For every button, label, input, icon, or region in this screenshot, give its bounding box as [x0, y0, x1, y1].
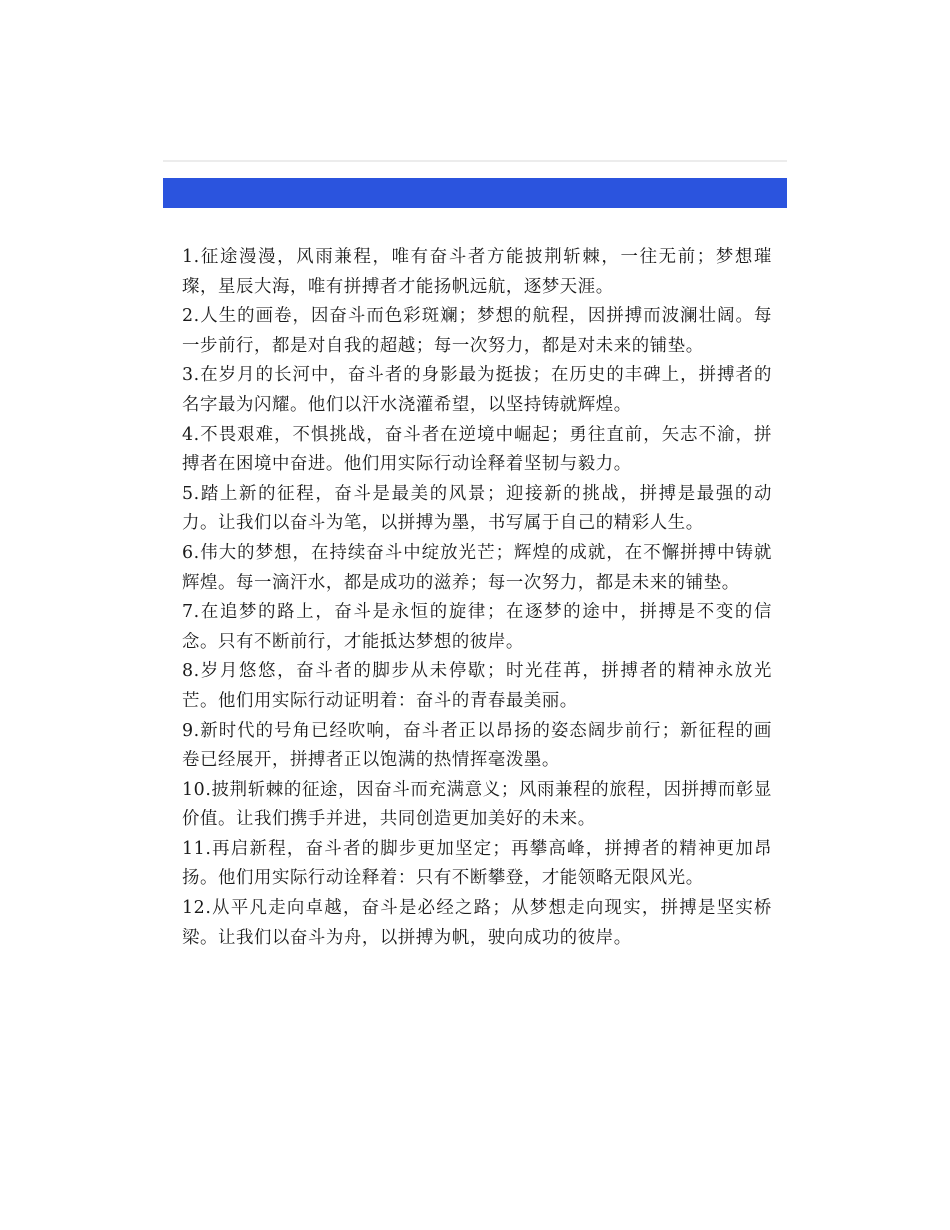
header-banner [163, 178, 787, 208]
list-item: 8.岁月悠悠，奋斗者的脚步从未停歇；时光荏苒，拼搏者的精神永放光芒。他们用实际行动证明着：奋斗的青春最美丽。 [182, 661, 772, 711]
list-item: 10.披荆斩棘的征途，因奋斗而充满意义；风雨兼程的旅程，因拼搏而彰显价值。让我们携手并进，共同创造更加美好的未来。 [182, 779, 772, 830]
list-item: 2.人生的画卷，因奋斗而色彩斑斓；梦想的航程，因拼搏而波澜壮阔。每一步前行，都是对自我的超越；每一次努力，都是对未来的铺垫。 [182, 306, 772, 356]
top-divider [163, 160, 787, 162]
list-item: 11.再启新程，奋斗者的脚步更加坚定；再攀高峰，拼搏者的精神更加昂扬。他们用实际行动诠释着：只有不断攀登，才能领略无限风光。 [182, 838, 772, 889]
list-item: 5.踏上新的征程，奋斗是最美的风景；迎接新的挑战，拼搏是最强的动力。让我们以奋斗为笔，以拼搏为墨，书写属于自己的精彩人生。 [182, 483, 772, 534]
list-item: 3.在岁月的长河中，奋斗者的身影最为挺拔；在历史的丰碑上，拼搏者的名字最为闪耀。他们以汗水浇灌希望，以坚持铸就辉煌。 [182, 365, 772, 415]
list-item: 7.在追梦的路上，奋斗是永恒的旋律；在逐梦的途中，拼搏是不变的信念。只有不断前行，才能抵达梦想的彼岸。 [182, 602, 772, 652]
document-body [182, 243, 772, 953]
list-item: 4.不畏艰难，不惧挑战，奋斗者在逆境中崛起；勇往直前，矢志不渝，拼搏者在困境中奋进。他们用实际行动诠释着坚韧与毅力。 [182, 424, 772, 475]
list-item: 9.新时代的号角已经吹响，奋斗者正以昂扬的姿态阔步前行；新征程的画卷已经展开，拼搏者正以饱满的热情挥毫泼墨。 [182, 720, 772, 771]
list-item: 6.伟大的梦想，在持续奋斗中绽放光芒；辉煌的成就，在不懈拼搏中铸就辉煌。每一滴汗水，都是成功的滋养；每一次努力，都是未来的铺垫。 [182, 542, 772, 593]
list-item: 12.从平凡走向卓越，奋斗是必经之路；从梦想走向现实，拼搏是坚实桥梁。让我们以奋斗为舟，以拼搏为帆，驶向成功的彼岸。 [182, 898, 772, 948]
list-item: 1.征途漫漫，风雨兼程，唯有奋斗者方能披荆斩棘，一往无前；梦想璀璨，星辰大海，唯有拼搏者才能扬帆远航，逐梦天涯。 [182, 247, 772, 297]
